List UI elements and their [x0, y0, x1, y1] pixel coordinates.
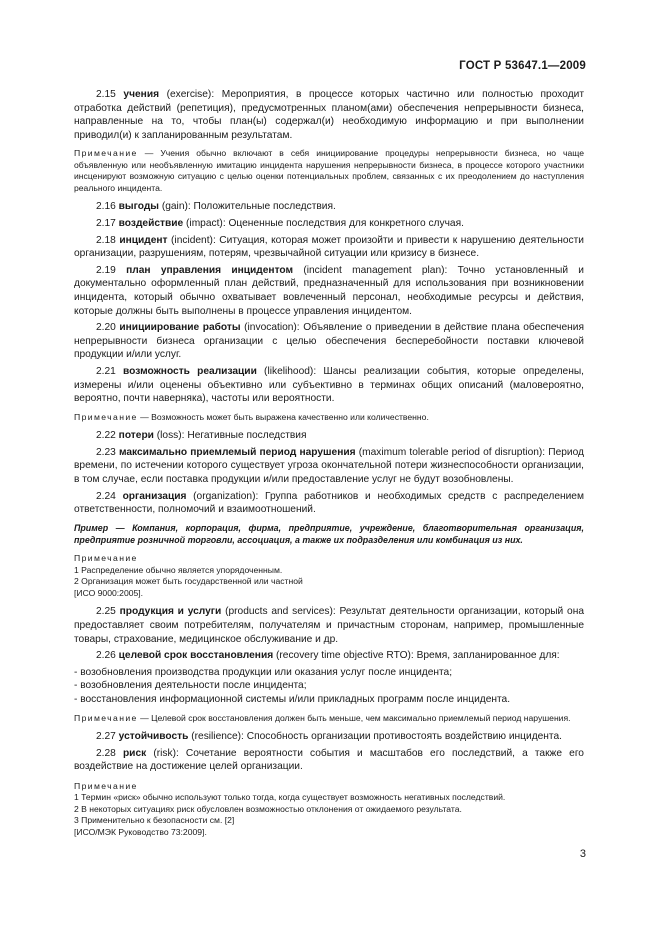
term-definition: (incident): Ситуация, которая может произойти и привести к нарушению деятельности организации, разрушениям, потерям, чрезвычайной ситуации или кризису в бизнесе.: [74, 234, 584, 260]
term-2-20: [74, 321, 584, 362]
term-definition: (products and services): Результат деятельности организации, который она предоставляет своим потребителям, получателям и причастным сторонам, например, промышленные товары, страхование, медицинское обслуживание и др.: [74, 606, 584, 645]
term-2-25: [74, 605, 584, 646]
term-title: воздействие: [118, 217, 184, 229]
term-number: 2.25: [96, 606, 116, 618]
term-definition: (organization): Группа работников и необходимых средств с распределением ответственности, полномочий и взаимоотношений.: [74, 490, 584, 516]
page-number: 3: [579, 848, 586, 860]
term-number: 2.21: [96, 365, 116, 377]
notes-heading: Примечание: [74, 780, 138, 791]
term-number: 2.26: [96, 650, 116, 662]
term-definition: (maximum tolerable period of disruption): Период времени, по истечении которого существует угроза окончательной потери жизнеспособности организации, в том случае, если поставка продукции и/или предоставление услуг не будут возобновлены.: [74, 446, 584, 485]
term-definition: (loss): Негативные последствия: [153, 430, 307, 442]
term-title: план управления инцидентом: [126, 264, 294, 276]
note-label: Примечание: [74, 411, 138, 422]
term-title: учения: [123, 89, 160, 100]
note-item: 2 Организация может быть государственной или частной: [74, 576, 303, 587]
term-title: возможность реализации: [123, 365, 257, 377]
term-title: выгоды: [118, 201, 159, 213]
term-number: 2.28: [96, 747, 116, 759]
term-definition: (incident management plan): Точно установленный и документально оформленный план действий, предназначенный для использования при возникновении инцидента, который обычно охватывает вовлеченный персонал, необходимые ресурсы и действия, которые должны быть выполнены в процессе управления инцидентом.: [74, 264, 584, 317]
note-text: — Учения обычно включают в себя инициирование процедуры непрерывности бизнеса, но чаще объявленную или необъявленную имитацию инцидента нарушения непрерывности бизнеса, в процессе которого участники инсценируют возможную ситуацию с целью оценки потенциальных проблем, связанных с их преодолением до наступления реального инцидента.: [74, 148, 584, 193]
term-definition: (likelihood): Шансы реализации события, которые определены, измерены и/или оценены объективно или субъективно в терминах общих описаний (маловероятно, вероятно, почти наверняка), частоты или вероятности.: [74, 365, 585, 405]
note-item: 2 В некоторых ситуациях риск обусловлен возможностью отклонения от ожидаемого результата.: [74, 803, 462, 814]
list-item: - возобновления производства продукции или оказания услуг после инцидента;: [74, 666, 453, 678]
term-2-23: [74, 446, 584, 487]
document-header: ГОСТ Р 53647.1—2009: [459, 60, 586, 72]
term-number: 2.27: [96, 731, 116, 742]
term-2-26: [74, 649, 584, 663]
term-title: потери: [118, 430, 154, 442]
note-2-21: [74, 412, 584, 424]
notes-2-28: [74, 781, 584, 839]
rto-list: [74, 666, 584, 707]
term-number: 2.17: [96, 217, 116, 229]
note-item: [ИСО/МЭК Руководство 73:2009].: [74, 826, 207, 837]
term-definition: (exercise): Мероприятия, в процессе которых частично или полностью проходит отработка действий (репетиция), предусмотренных планом(ами) обеспечения непрерывности бизнеса, направленные на то, чтобы план(ы) содержал(и) необходимую информацию и при выполнении приводил(и) к запланированным результатам.: [74, 89, 585, 141]
term-number: 2.18: [96, 234, 116, 246]
term-number: 2.16: [96, 201, 116, 213]
term-definition: (resilience): Способность организации противостоять воздействию инцидента.: [188, 731, 562, 742]
term-title: риск: [122, 747, 147, 759]
note-item: 1 Термин «риск» обычно используют только тогда, когда существует возможность негативных последствий.: [74, 792, 506, 803]
term-2-18: [74, 234, 584, 261]
note-2-15: [74, 148, 584, 194]
term-2-27: [74, 730, 584, 744]
term-number: 2.15: [96, 89, 116, 100]
document-body: [74, 88, 584, 844]
term-number: 2.24: [96, 490, 116, 502]
note-label: Примечание: [74, 148, 138, 159]
term-number: 2.20: [96, 322, 116, 334]
term-definition: (invocation): Объявление о приведении в действие плана обеспечения непрерывности бизнеса организации с целью обеспечения бесперебойности поставки ключевой продукции и/или услуг.: [74, 322, 584, 361]
term-title: устойчивость: [118, 731, 189, 742]
term-title: инициирование работы: [119, 322, 241, 334]
example-2-24: Пример — Компания, корпорация, фирма, предприятие, учреждение, благотворительная организация, предприятие розничной торговли, ассоциация, а также их подразделения или комбинация из них.: [74, 522, 584, 545]
term-2-16: [74, 200, 584, 214]
note-item: 1 Распределение обычно является упорядоченным.: [74, 564, 283, 575]
term-title: организация: [122, 490, 187, 502]
term-number: 2.23: [96, 446, 116, 458]
term-2-15: [74, 88, 584, 142]
term-2-17: [74, 217, 584, 231]
term-definition: (risk): Сочетание вероятности события и масштабов его последствий, а также его воздействие на достижение целей организации.: [74, 747, 584, 773]
term-title: продукция и услуги: [119, 606, 222, 618]
notes-2-24: [74, 553, 584, 599]
list-item: - восстановления информационной системы и/или прикладных программ после инцидента.: [74, 693, 511, 705]
list-item: - возобновления деятельности после инцидента;: [74, 680, 307, 692]
term-title: максимально приемлемый период нарушения: [118, 446, 356, 458]
term-2-24: [74, 490, 584, 517]
term-title: целевой срок восстановления: [118, 650, 274, 662]
note-label: Примечание: [74, 712, 138, 723]
term-2-21: [74, 365, 584, 406]
note-item: 3 Применительно к безопасности см. [2]: [74, 815, 235, 826]
term-definition: (gain): Положительные последствия.: [159, 201, 336, 213]
term-number: 2.22: [96, 430, 116, 442]
note-text: — Целевой срок восстановления должен быть меньше, чем максимально приемлемый период нарушения.: [137, 712, 571, 723]
note-2-26: [74, 713, 584, 725]
note-text: — Возможность может быть выражена качественно или количественно.: [137, 411, 429, 422]
term-2-22: [74, 429, 584, 443]
term-2-19: [74, 264, 584, 318]
term-definition: (impact): Оцененные последствия для конкретного случая.: [183, 217, 464, 229]
term-definition: (recovery time objective RTO): Время, запланированное для:: [273, 650, 560, 662]
term-2-28: [74, 747, 584, 774]
note-item: [ИСО 9000:2005].: [74, 587, 144, 598]
term-title: инцидент: [119, 234, 168, 246]
notes-heading: Примечание: [74, 553, 138, 564]
term-number: 2.19: [96, 264, 116, 276]
